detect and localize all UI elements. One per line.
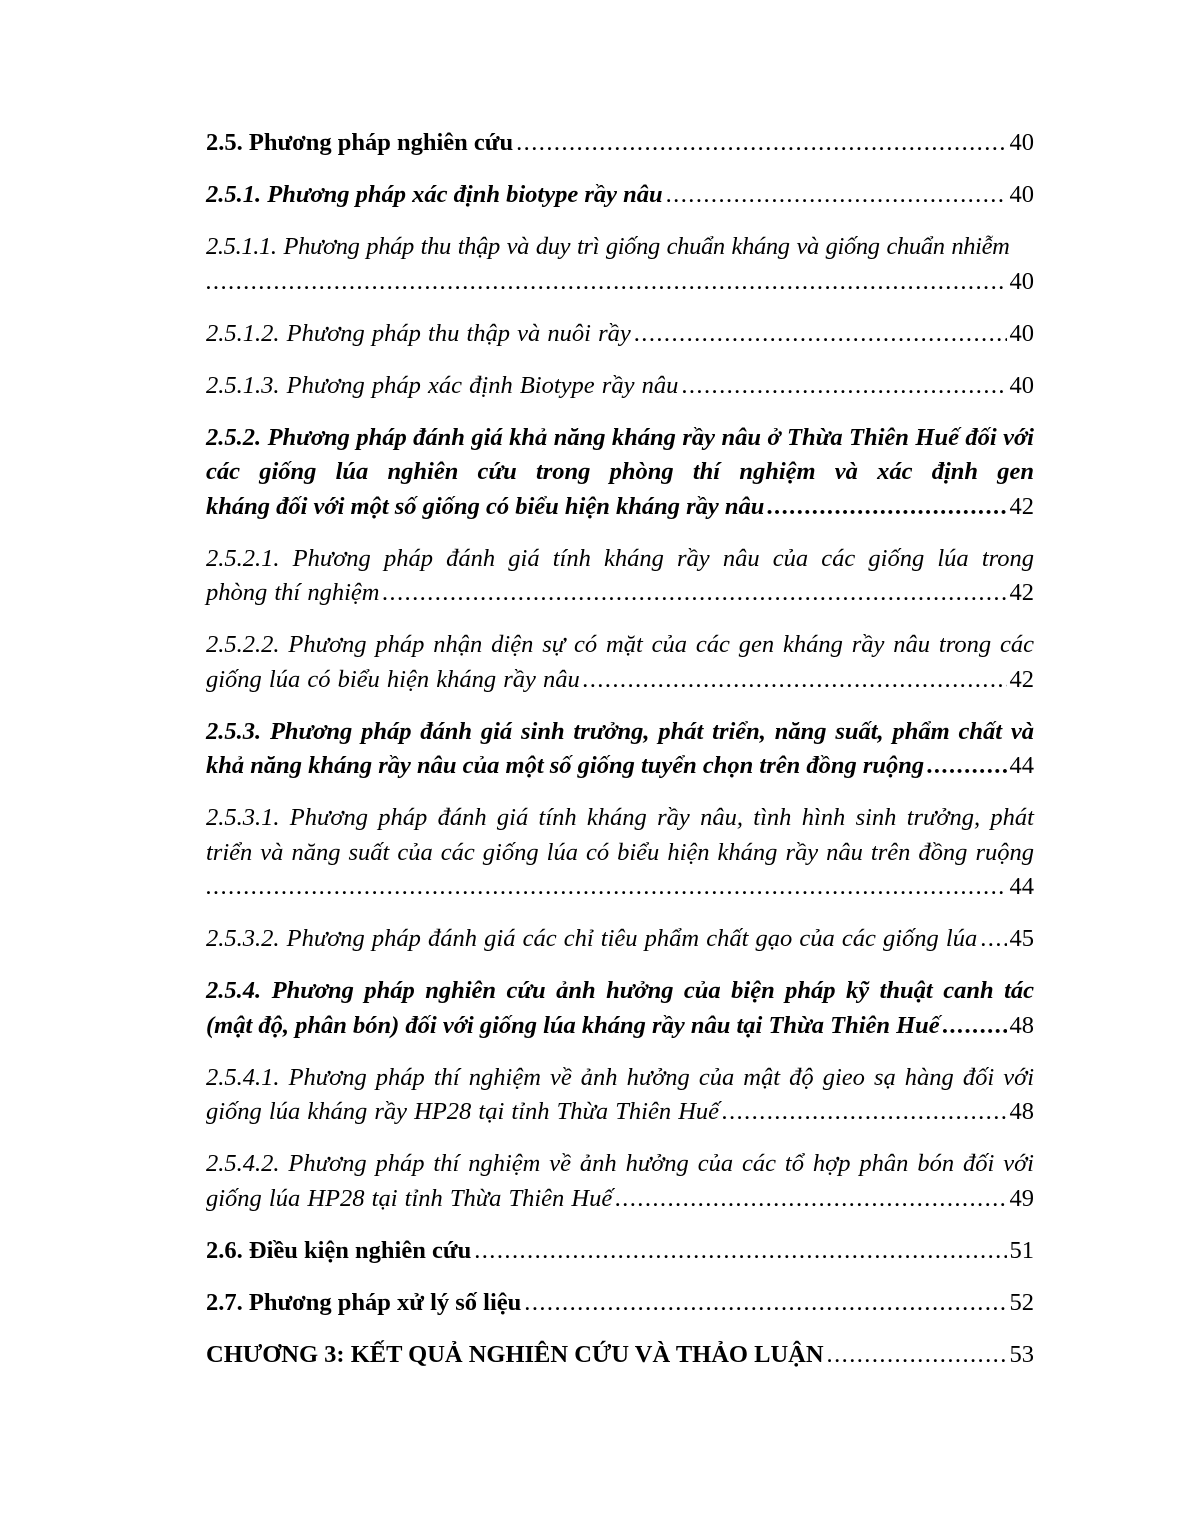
toc-entry-2-5-2[interactable]	[206, 421, 1034, 525]
toc-entry-2-5-2-1[interactable]	[206, 542, 1034, 611]
toc-entry-title-end: phòng thí nghiệm	[206, 579, 380, 606]
toc-page-number: 42	[1009, 492, 1034, 520]
toc-page-number: 49	[1009, 1184, 1034, 1212]
toc-entry-title-end: khả năng kháng rầy nâu của một số giống tuyển chọn trên đồng ruộng	[206, 752, 925, 779]
dot-leader	[634, 317, 1007, 352]
toc-entry-title: 2.5.2.2. Phương pháp nhận diện sự có mặt của các gen kháng rầy nâu trong các	[206, 631, 1034, 658]
toc-page-number: 44	[1009, 873, 1034, 900]
toc-page-number: 42	[1009, 579, 1034, 606]
dot-leader	[583, 663, 1007, 698]
toc-entry-title: 2.7. Phương pháp xử lý số liệu	[206, 1288, 522, 1316]
toc-page-number: 42	[1009, 665, 1034, 693]
toc-entry-title-end: giống lúa HP28 tại tỉnh Thừa Thiên Huế	[206, 1184, 613, 1212]
dot-leader	[474, 1234, 1006, 1269]
toc-page-number: 52	[1009, 1288, 1034, 1316]
dot-leader	[681, 369, 1006, 404]
toc-entry-title: CHƯƠNG 3: KẾT QUẢ NGHIÊN CỨU VÀ THẢO LUẬN	[206, 1340, 824, 1368]
toc-entry-2-6[interactable]	[206, 1234, 1034, 1269]
toc-entry-title: 2.5.3.1. Phương pháp đánh giá tính kháng rầy nâu, tình hình sinh trưởng, phát triển và năng suất của các giống lúa có biểu hiện kháng rầy nâu trên đồng ruộng	[206, 804, 1034, 866]
toc-page-number: 40	[1009, 129, 1034, 156]
dot-leader	[383, 576, 1007, 611]
toc-entry-title: 2.6. Điều kiện nghiên cứu	[206, 1236, 472, 1264]
toc-entry-title: 2.5.1.3. Phương pháp xác định Biotype rầy nâu	[206, 371, 679, 399]
toc-entry-title: 2.5.2.1. Phương pháp đánh giá tính kháng rầy nâu của các giống lúa trong	[206, 544, 1034, 572]
dot-leader	[666, 178, 1007, 213]
toc-page-number: 40	[1009, 371, 1034, 399]
toc-entry-title: 2.5.1.1. Phương pháp thu thập và duy trì giống chuẩn kháng và giống chuẩn nhiễm	[206, 233, 1010, 260]
dot-leader	[980, 922, 1006, 957]
toc-entry-2-5-3-2[interactable]	[206, 922, 1034, 957]
toc-entry-title: 2.5.4.2. Phương pháp thí nghiệm về ảnh hưởng của các tổ hợp phân bón đối với	[206, 1150, 1034, 1177]
toc-entry-title-end: (mật độ, phân bón) đối với giống lúa kháng rầy nâu tại Thừa Thiên Huế	[206, 1011, 940, 1039]
dot-leader	[206, 265, 1007, 300]
dot-leader	[827, 1338, 1007, 1373]
toc-entry-2-5-1[interactable]	[206, 178, 1034, 213]
toc-entry-2-5[interactable]	[206, 126, 1034, 161]
toc-entry-title: 2.5.2. Phương pháp đánh giá khả năng kháng rầy nâu ở Thừa Thiên Huế đối với các giống lúa nghiên cứu trong phòng thí nghiệm và xác định gen	[206, 423, 1034, 485]
toc-entry-2-5-3[interactable]	[206, 715, 1034, 784]
toc-entry-title: 2.5.1. Phương pháp xác định biotype rầy nâu	[206, 181, 663, 208]
toc-entry-2-5-4[interactable]	[206, 974, 1034, 1043]
toc-entry-2-5-1-2[interactable]	[206, 317, 1034, 352]
toc-page-number: 40	[1009, 267, 1034, 295]
toc-entry-title: 2.5.3.2. Phương pháp đánh giá các chỉ tiêu phẩm chất gạo của các giống lúa	[206, 925, 978, 952]
dot-leader	[767, 490, 1006, 525]
toc-page-number: 48	[1009, 1098, 1034, 1125]
toc-entry-title: 2.5. Phương pháp nghiên cứu	[206, 129, 514, 156]
toc-entry-title: 2.5.1.2. Phương pháp thu thập và nuôi rầy	[206, 319, 631, 347]
toc-entry-2-5-4-1[interactable]	[206, 1061, 1034, 1130]
toc-page-number: 48	[1009, 1011, 1034, 1039]
toc-page-number: 40	[1009, 181, 1034, 208]
toc-entry-2-7[interactable]	[206, 1286, 1034, 1321]
toc-entry-title-end: kháng đối với một số giống có biểu hiện kháng rầy nâu	[206, 492, 765, 520]
dot-leader	[206, 870, 1007, 905]
toc-entry-2-5-3-1[interactable]	[206, 801, 1034, 905]
toc-entry-2-5-2-2[interactable]	[206, 628, 1034, 697]
table-of-contents	[206, 126, 1034, 1390]
dot-leader	[943, 1009, 1007, 1044]
dot-leader	[516, 126, 1006, 161]
toc-page-number: 40	[1009, 319, 1034, 347]
toc-entry-title: 2.5.4.1. Phương pháp thí nghiệm về ảnh hưởng của mật độ gieo sạ hàng đối với	[206, 1063, 1034, 1091]
toc-page-number: 53	[1009, 1340, 1034, 1368]
toc-page-number: 51	[1009, 1236, 1034, 1264]
toc-entry-2-5-1-3[interactable]	[206, 369, 1034, 404]
dot-leader	[927, 749, 1006, 784]
toc-entry-chapter-3[interactable]	[206, 1338, 1034, 1373]
dot-leader	[615, 1182, 1006, 1217]
toc-page-number: 44	[1009, 752, 1034, 779]
toc-entry-title-end: giống lúa có biểu hiện kháng rầy nâu	[206, 665, 580, 693]
toc-entry-title-end: giống lúa kháng rầy HP28 tại tỉnh Thừa Thiên Huế	[206, 1098, 720, 1125]
toc-entry-2-5-1-1[interactable]	[206, 230, 1034, 299]
toc-entry-title: 2.5.3. Phương pháp đánh giá sinh trưởng, phát triển, năng suất, phẩm chất và	[206, 717, 1034, 745]
toc-entry-2-5-4-2[interactable]	[206, 1147, 1034, 1216]
dot-leader	[722, 1095, 1006, 1130]
dot-leader	[524, 1286, 1006, 1321]
toc-page-number: 45	[1009, 925, 1034, 952]
toc-entry-title: 2.5.4. Phương pháp nghiên cứu ảnh hưởng của biện pháp kỹ thuật canh tác	[206, 977, 1034, 1004]
